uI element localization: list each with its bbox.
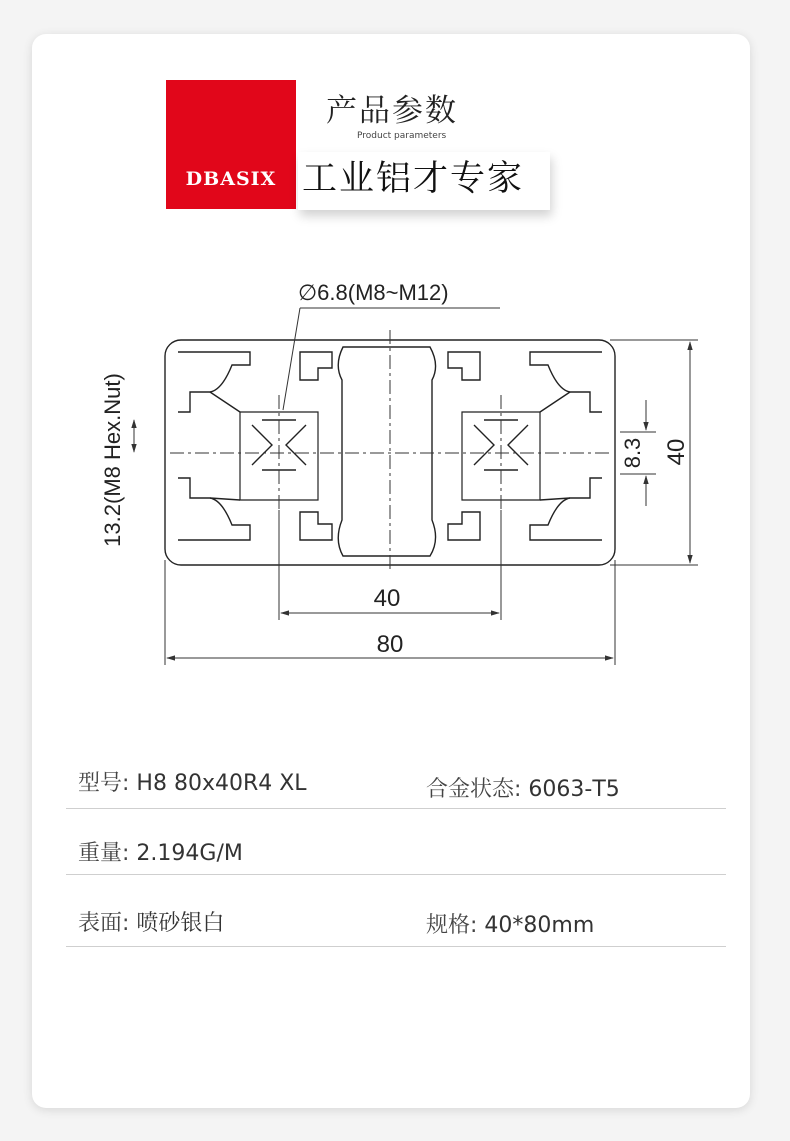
alloy-field	[426, 772, 620, 803]
weight-key: 重量:	[78, 841, 130, 866]
size-key: 规格:	[426, 913, 478, 938]
model-field	[78, 766, 307, 797]
hole-label: ∅6.8(M8~M12)	[298, 280, 449, 305]
surface-field	[78, 906, 224, 937]
model-key: 型号:	[78, 771, 130, 796]
alloy-value: 6063-T5	[528, 777, 620, 802]
dim-height-label: 40	[663, 438, 690, 466]
dim-width-label: 80	[376, 631, 404, 658]
section-subtitle: Product parameters	[357, 131, 447, 141]
weight-field	[78, 836, 243, 867]
brand-name: DBASIX	[185, 168, 277, 190]
section-title: 产品参数	[326, 93, 458, 129]
dim-slot-label: 8.3	[620, 437, 645, 469]
alloy-key: 合金状态:	[426, 777, 522, 802]
spec-row-surface	[66, 882, 726, 947]
nut-label: 13.2(M8 Hex.Nut)	[100, 373, 125, 547]
spec-row-model	[66, 744, 726, 809]
surface-key: 表面:	[78, 911, 130, 936]
model-value: H8 80x40R4 XL	[136, 771, 307, 796]
slogan-banner: 工业铝才专家	[298, 152, 550, 210]
weight-value: 2.194G/M	[136, 841, 243, 866]
size-value: 40*80mm	[484, 913, 595, 938]
surface-value: 喷砂银白	[136, 911, 225, 936]
center-lines	[170, 330, 612, 570]
size-field	[426, 908, 594, 939]
dim-inner-label: 40	[373, 585, 401, 612]
spec-row-weight	[66, 810, 726, 875]
